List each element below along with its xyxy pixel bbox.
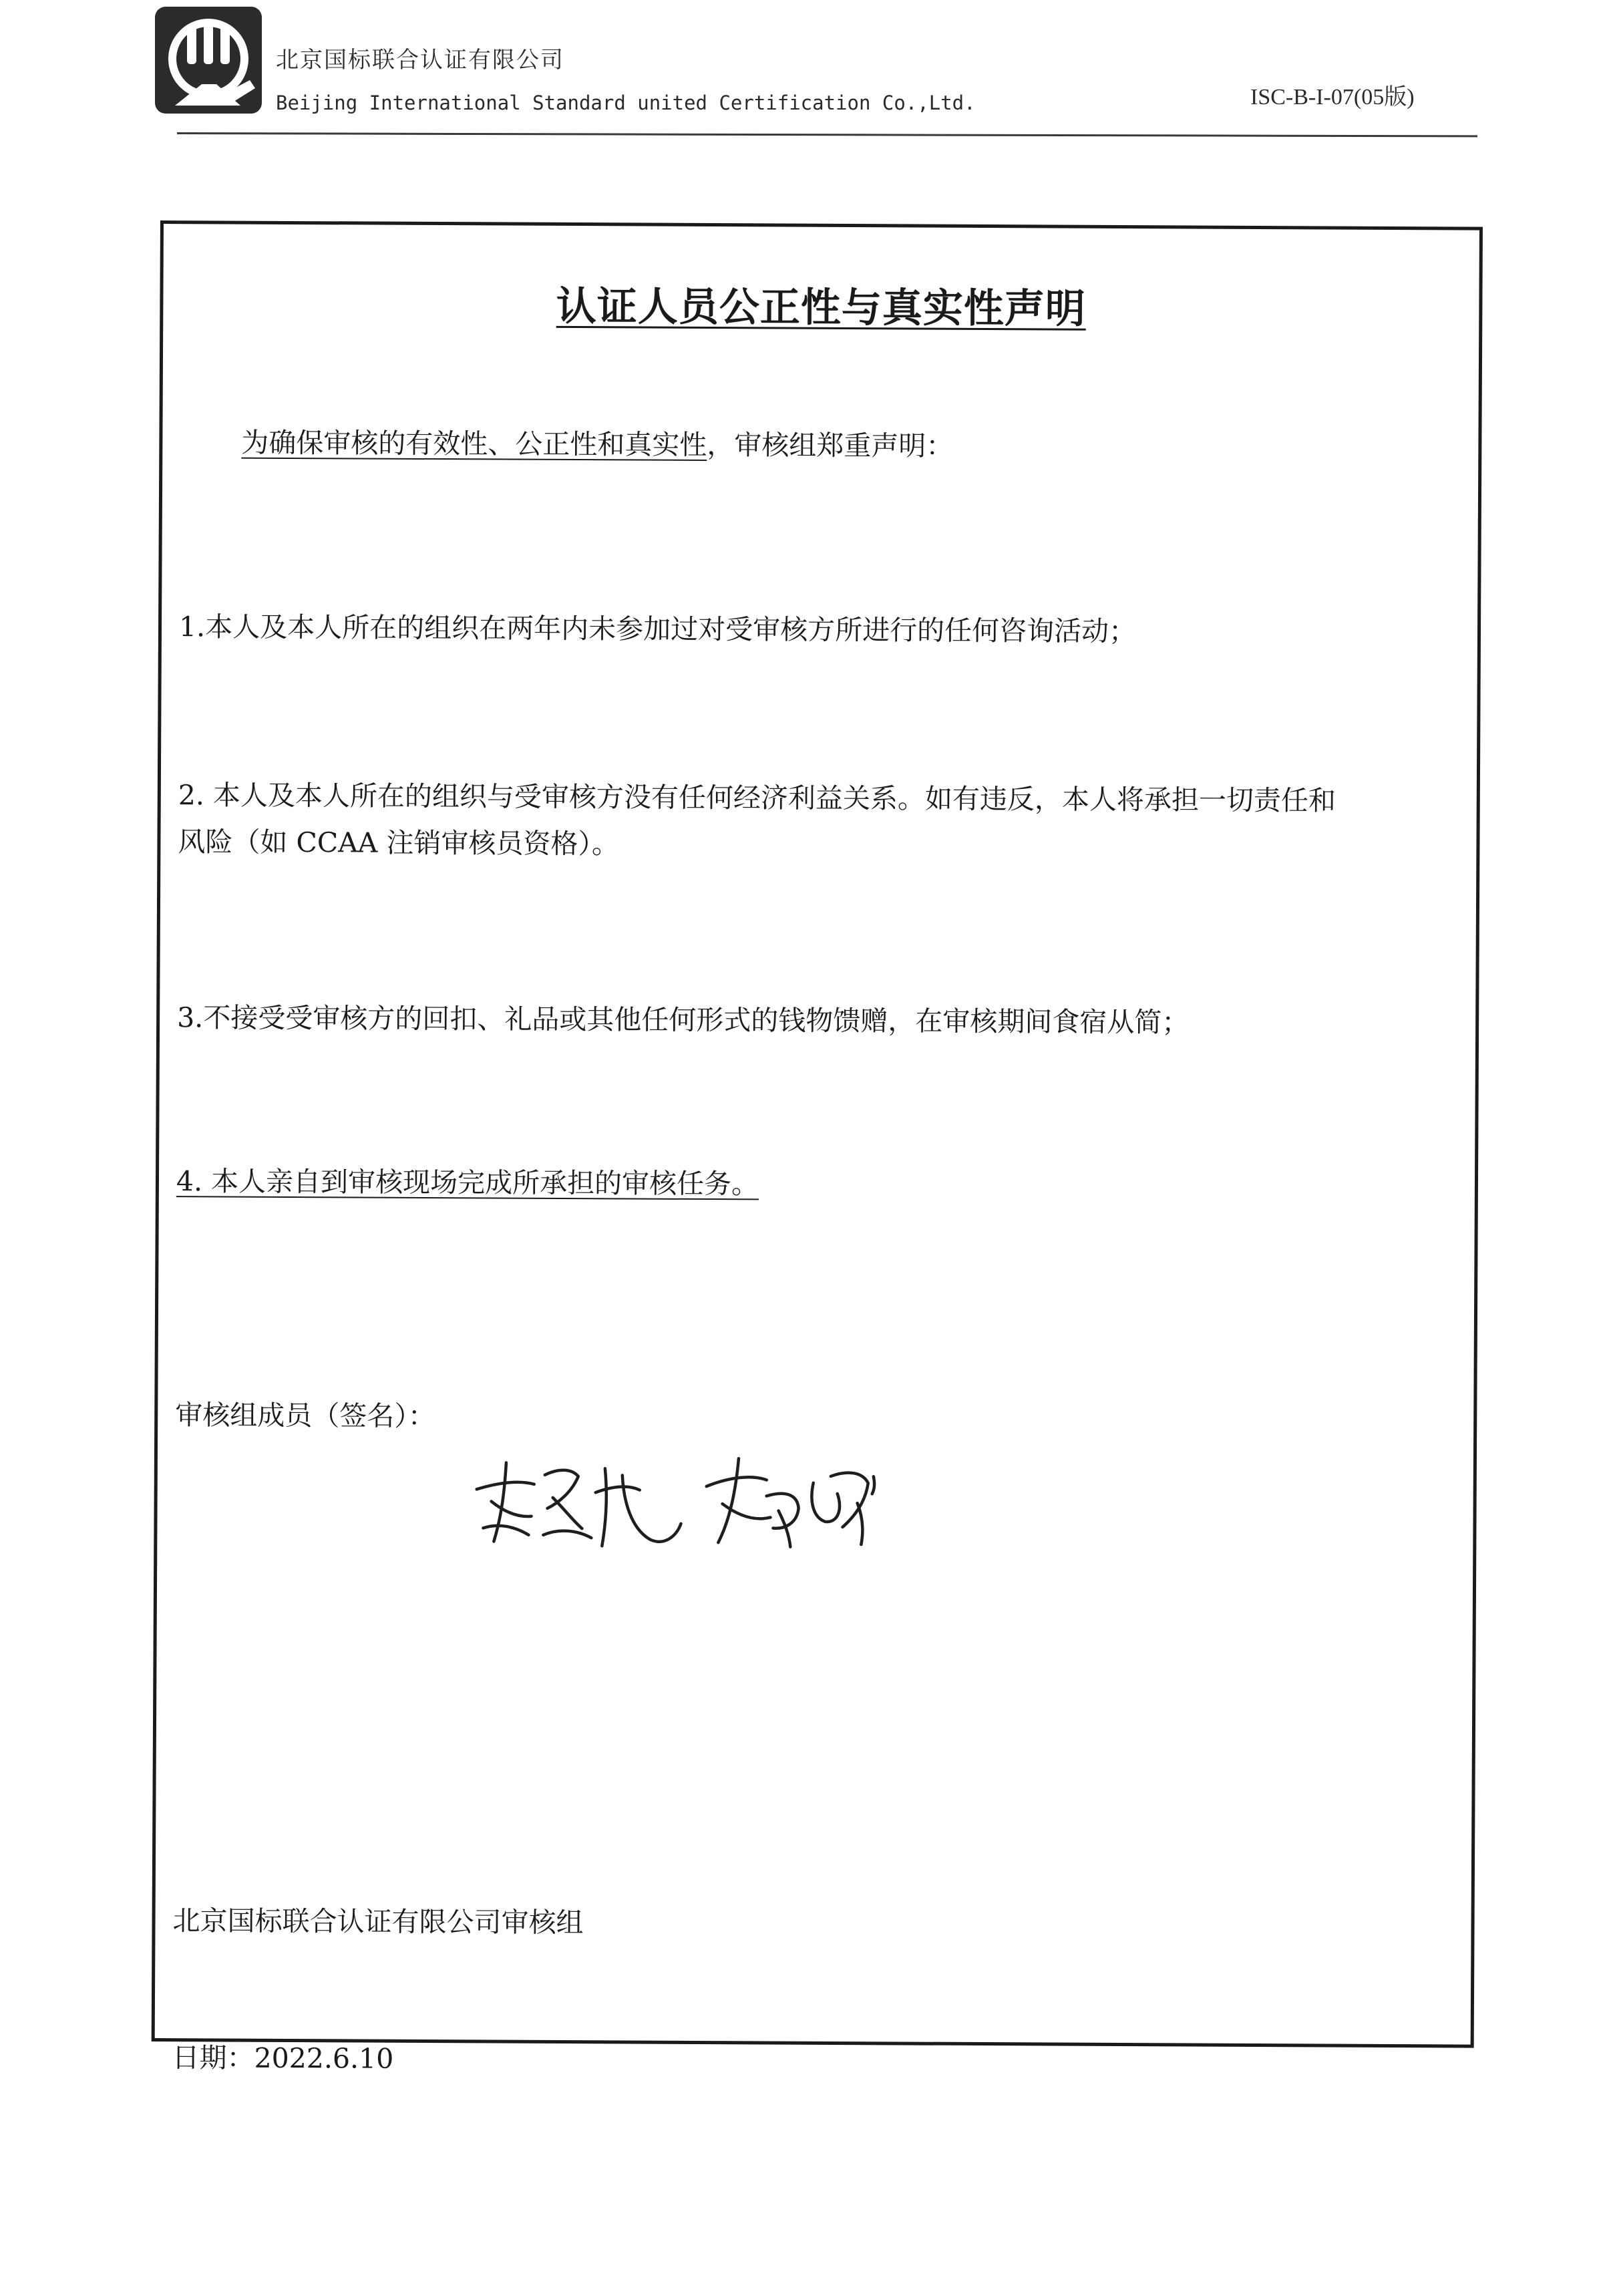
statement-item-3 <box>177 994 1189 1045</box>
statement-item-4 <box>176 1158 759 1207</box>
header-divider <box>177 132 1477 137</box>
company-name-en: Beijing International Standard united Certification Co.,Ltd. <box>276 92 976 114</box>
intro-underlined-text: 为确保审核的有效性、公正性和真实性 <box>241 426 707 462</box>
company-name-cn: 北京国标联合认证有限公司 <box>276 47 564 73</box>
statement-title-text: 认证人员公正性与真实性声明 <box>556 283 1087 333</box>
company-logo <box>155 7 262 114</box>
statement-title <box>163 273 1479 337</box>
members-label-text: 审核组成员（签名）： <box>175 1399 435 1433</box>
item-1-text: 1.本人及本人所在的组织在两年内未参加过对受审核方所进行的任何咨询活动； <box>178 611 1137 648</box>
date-line <box>172 2034 393 2082</box>
audit-team-org-text: 北京国标联合认证有限公司审核组 <box>172 1905 584 1939</box>
bisc-logo-icon <box>155 7 262 114</box>
item-3-text: 3.不接受受审核方的回扣、礼品或其他任何形式的钱物馈赠，在审核期间食宿从简； <box>177 1001 1190 1039</box>
handwritten-signatures <box>464 1428 879 1563</box>
intro-rest-text: ，审核组郑重声明： <box>707 429 954 462</box>
audit-team-org <box>172 1897 583 1946</box>
statement-item-1 <box>179 603 1136 655</box>
statement-box <box>152 220 1483 2075</box>
statement-item-2 <box>178 772 1336 870</box>
item-4-text: 4. 本人亲自到审核现场完成所承担的审核任务。 <box>176 1165 759 1200</box>
intro-paragraph <box>241 420 953 470</box>
item-2-line-1: 2. 本人及本人所在的组织与受审核方没有任何经济利益关系。如有违反，本人将承担一切责任和 <box>178 779 1336 817</box>
members-label <box>175 1391 435 1440</box>
document-code: ISC-B-I-07(05版) <box>1250 85 1415 110</box>
date-text: 日期：2022.6.10 <box>172 2041 394 2075</box>
signature-area <box>464 1428 879 1563</box>
item-2-line-2: 风险（如 CCAA 注销审核员资格）。 <box>178 826 620 860</box>
